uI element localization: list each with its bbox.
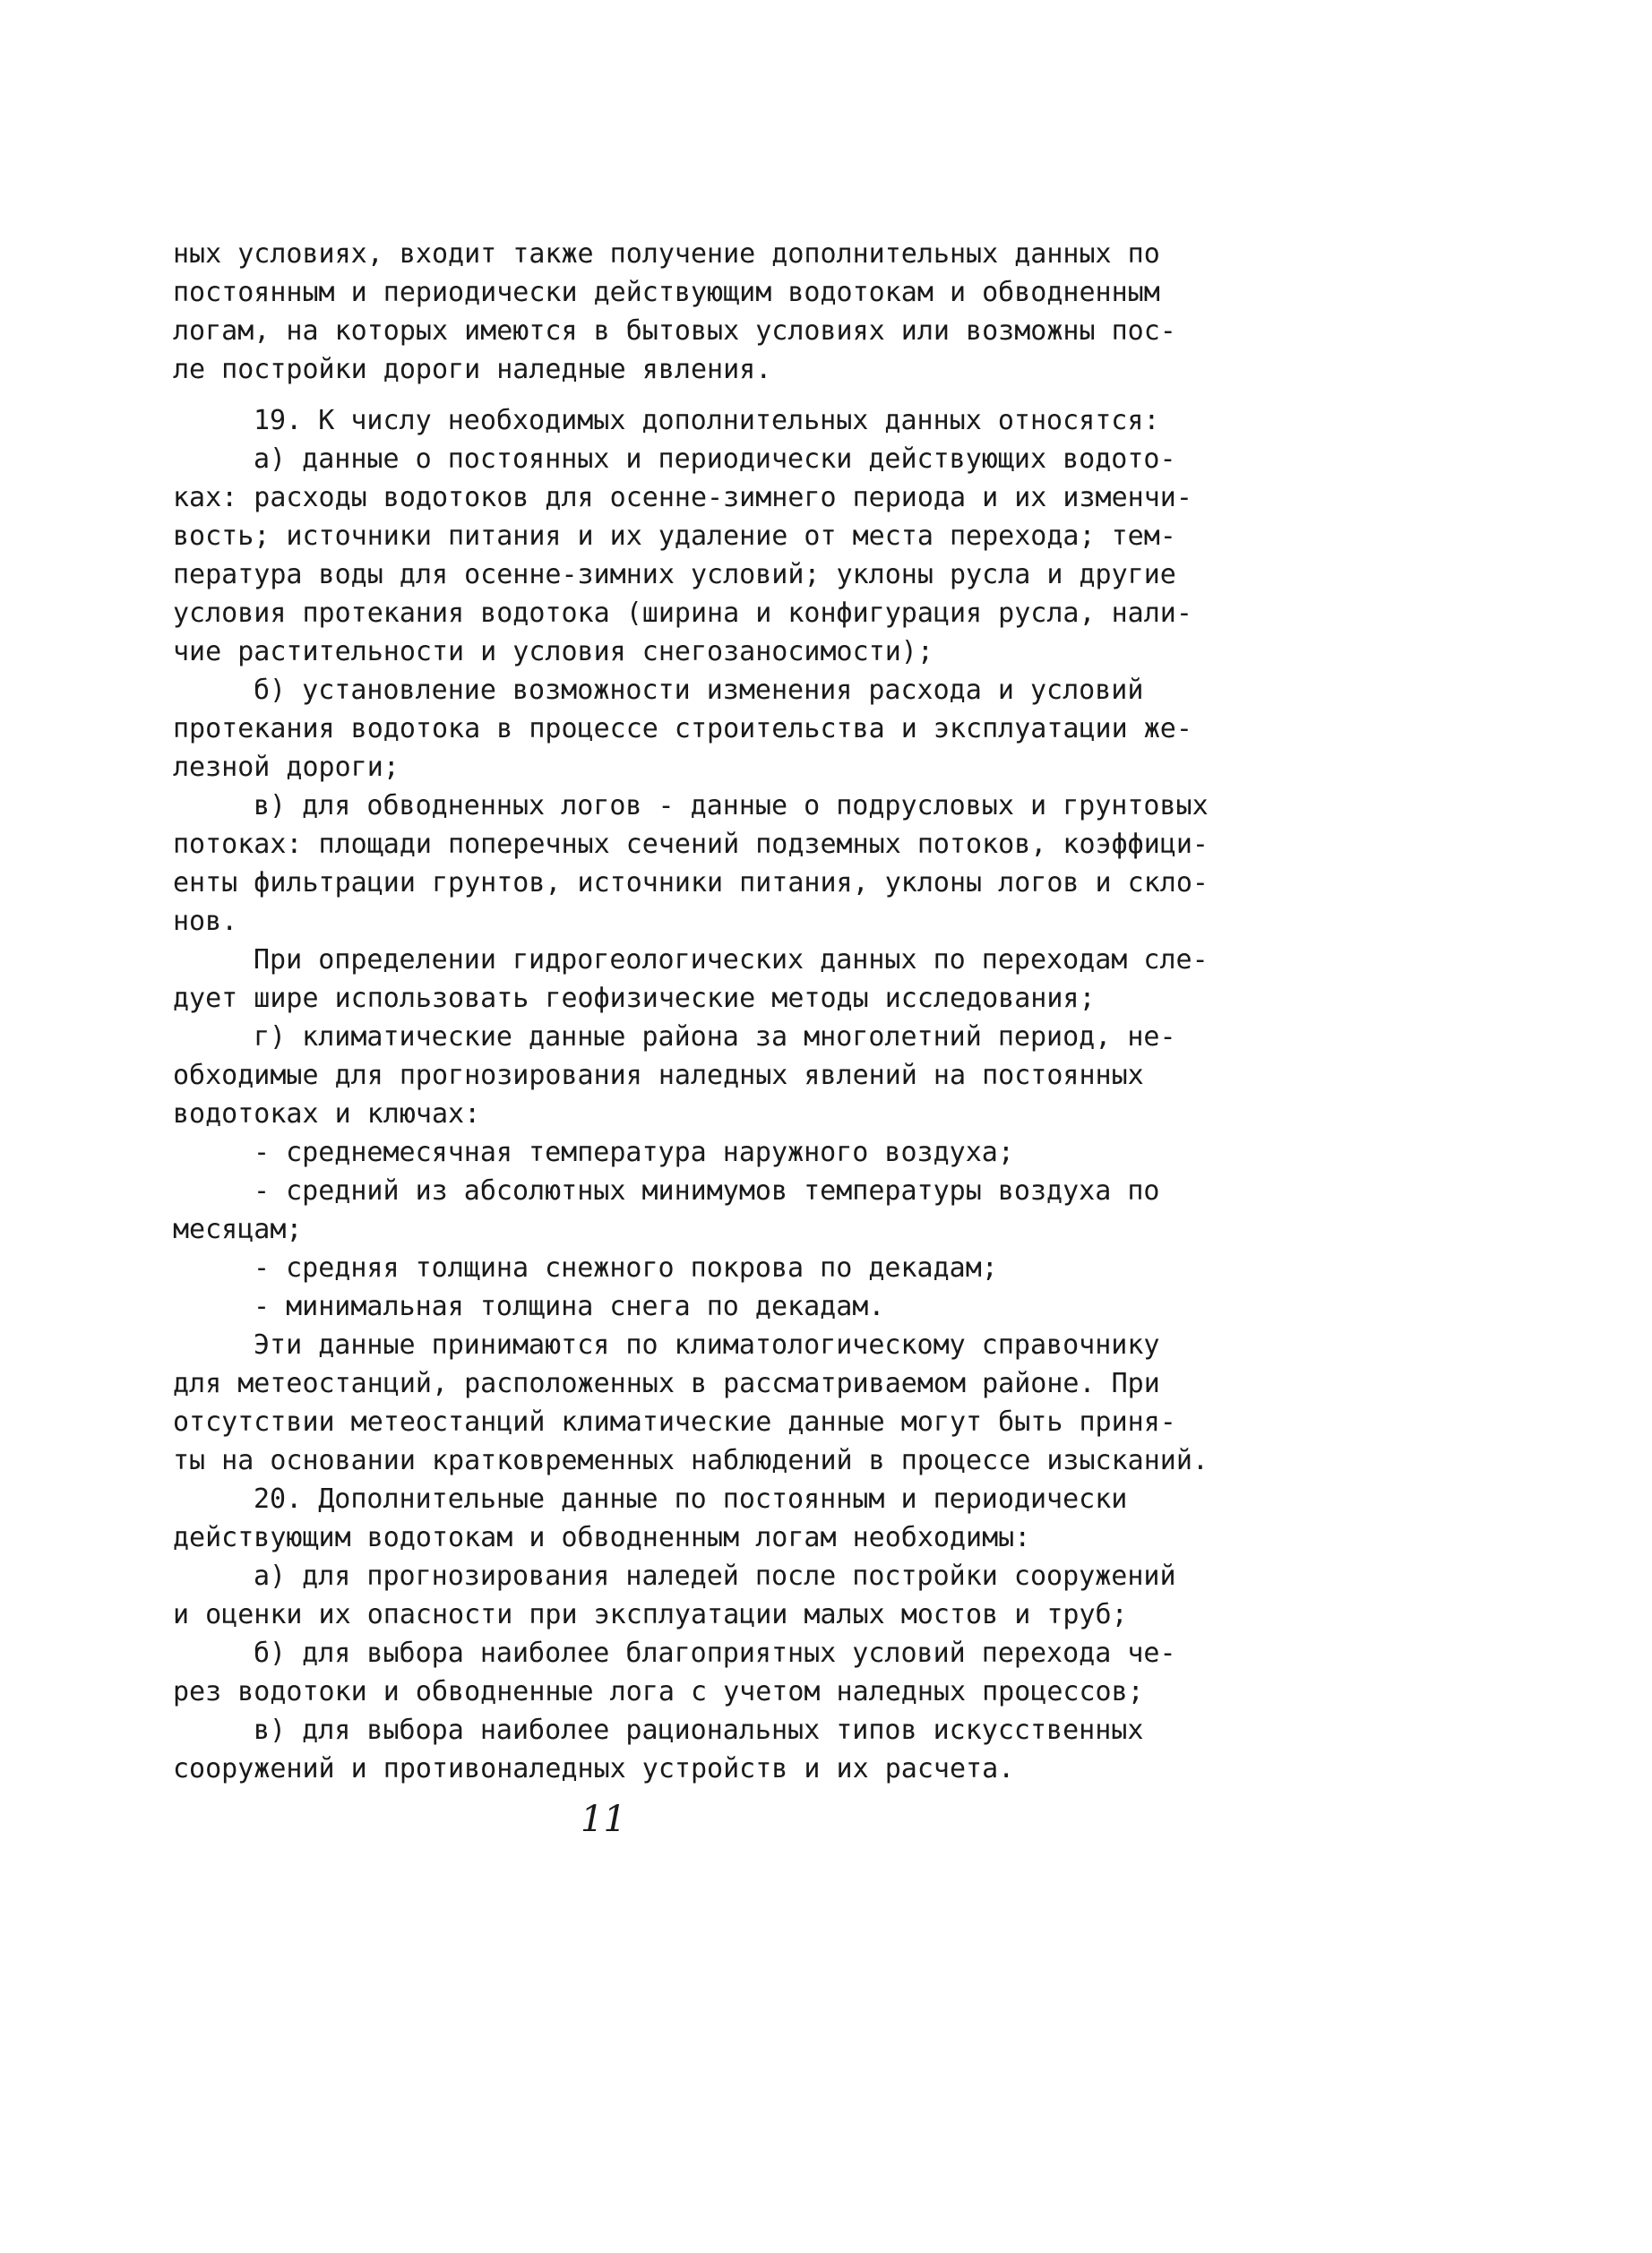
text-line: дует шире использовать геофизические методы исследования; bbox=[173, 983, 1096, 1014]
text-line: потоках: площади поперечных сечений подземных потоков, коэффици- bbox=[173, 829, 1209, 860]
text-line: водотоках и ключах: bbox=[173, 1098, 481, 1130]
text-line: вость; источники питания и их удаление от места перехода; тем- bbox=[173, 520, 1176, 552]
text-line: лезной дороги; bbox=[173, 752, 400, 783]
text-line: а) для прогнозирования наледей после постройки сооружений bbox=[254, 1561, 1176, 1592]
text-line: - минимальная толщина снега по декадам. bbox=[254, 1291, 885, 1322]
text-line: и оценки их опасности при эксплуатации малых мостов и труб; bbox=[173, 1599, 1128, 1630]
text-line: б) для выбора наиболее благоприятных условий перехода че- bbox=[254, 1638, 1176, 1669]
text-line: месяцам; bbox=[173, 1214, 303, 1245]
text-line: обходимые для прогнозирования наледных явлений на постоянных bbox=[173, 1060, 1144, 1091]
text-line: отсутствии метеостанций климатические данные могут быть приня- bbox=[173, 1406, 1176, 1438]
text-line: пература воды для осенне-зимних условий; уклоны русла и другие bbox=[173, 559, 1176, 590]
text-line: б) установление возможности изменения расхода и условий bbox=[254, 675, 1144, 706]
text-line: - средняя толщина снежного покрова по декадам; bbox=[254, 1252, 998, 1284]
text-line: ле постройки дороги наледные явления. bbox=[173, 354, 772, 385]
text-line: При определении гидрогеологических данных по переходам сле- bbox=[254, 944, 1209, 976]
text-line: действующим водотокам и обводненным логам необходимы: bbox=[173, 1522, 1031, 1553]
text-line: для метеостанций, расположенных в рассматриваемом районе. При bbox=[173, 1368, 1160, 1399]
text-line: енты фильтрации грунтов, источники питания, уклоны логов и скло- bbox=[173, 867, 1209, 899]
text-line: в) для обводненных логов - данные о подрусловых и грунтовых bbox=[254, 790, 1209, 821]
text-line: условия протекания водотока (ширина и конфигурация русла, нали- bbox=[173, 598, 1192, 629]
text-line: а) данные о постоянных и периодически действующих водото- bbox=[254, 443, 1176, 475]
text-line: нов. bbox=[173, 906, 238, 937]
text-line: ты на основании кратковременных наблюдений в процессе изысканий. bbox=[173, 1445, 1209, 1476]
text-line: Эти данные принимаются по климатологическому справочнику bbox=[254, 1329, 1160, 1361]
text-line: рез водотоки и обводненные лога с учетом наледных процессов; bbox=[173, 1676, 1144, 1707]
text-line: в) для выбора наиболее рациональных типов искусственных bbox=[254, 1715, 1144, 1746]
text-line: г) климатические данные района за многолетний период, не- bbox=[254, 1021, 1176, 1053]
text-line: ных условиях, входит также получение дополнительных данных по bbox=[173, 238, 1160, 270]
text-line: 19. К числу необходимых дополнительных данных относятся: bbox=[254, 405, 1160, 436]
text-line: сооружений и противоналедных устройств и их расчета. bbox=[173, 1753, 1015, 1784]
text-line: чие растительности и условия снегозаносимости); bbox=[173, 636, 934, 667]
body-text bbox=[173, 235, 1209, 1788]
text-line: - среднемесячная температура наружного воздуха; bbox=[254, 1137, 1014, 1168]
text-line: - средний из абсолютных минимумов температуры воздуха по bbox=[254, 1175, 1160, 1207]
text-line: логам, на которых имеются в бытовых условиях или возможны пос- bbox=[173, 315, 1176, 347]
text-line: протекания водотока в процессе строительства и эксплуатации же- bbox=[173, 713, 1192, 744]
text-line: ках: расходы водотоков для осенне-зимнего периода и их изменчи- bbox=[173, 482, 1192, 513]
page-number: 11 bbox=[581, 1799, 626, 1840]
text-line: 20. Дополнительные данные по постоянным и периодически bbox=[254, 1483, 1128, 1515]
text-line: постоянным и периодически действующим водотокам и обводненным bbox=[173, 277, 1160, 308]
